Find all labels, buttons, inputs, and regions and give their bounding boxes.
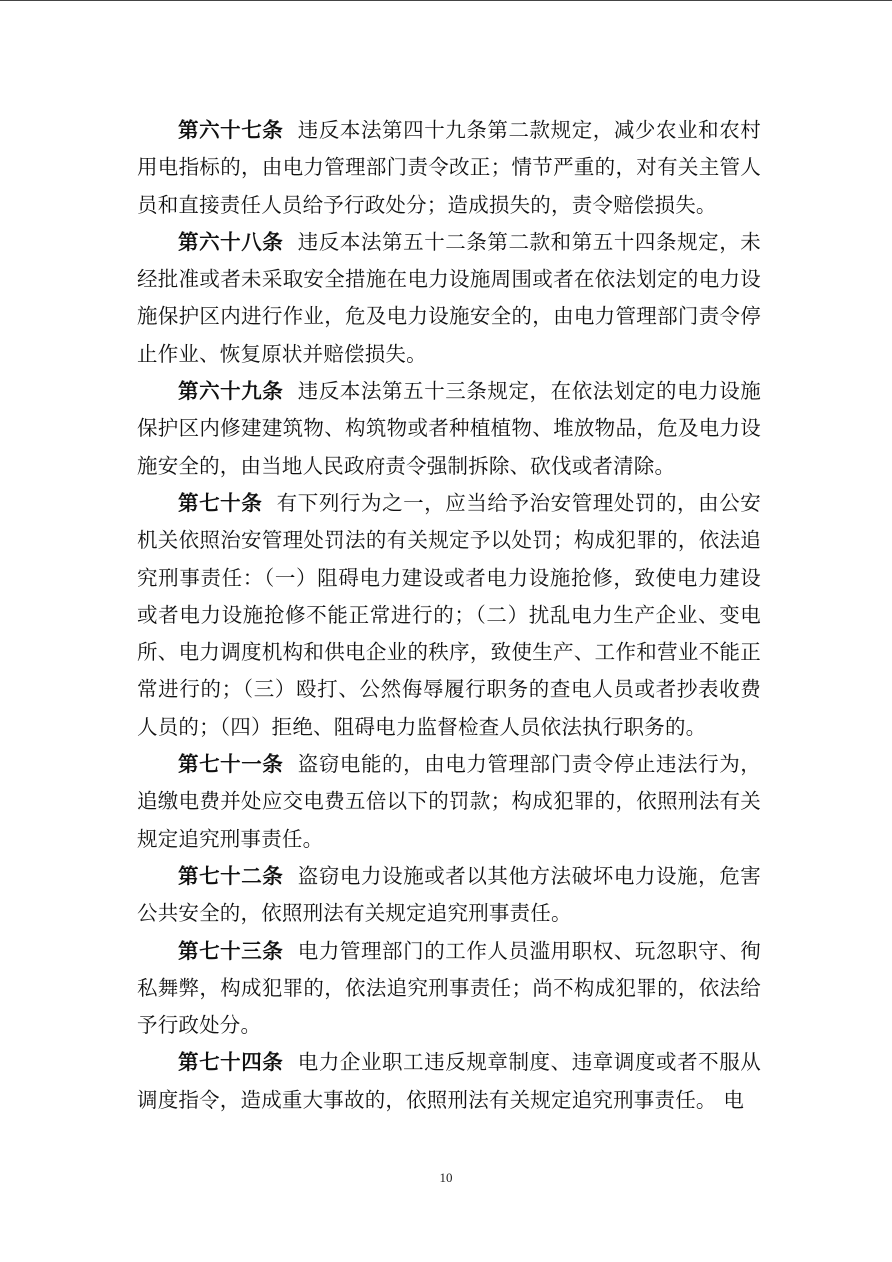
article-heading: 第七十二条	[178, 863, 284, 888]
article-heading: 第六十八条	[178, 229, 284, 254]
article-67	[137, 112, 761, 224]
article-text: 违反本法第四十九条第二款规定，减少农业和农村用电指标的，由电力管理部门责令改正；情节严重的，对有关主管人员和直接责任人员给予行政处分；造成损失的，责令赔偿损失。	[137, 118, 761, 217]
page-number: 10	[439, 1170, 453, 1185]
article-heading: 第六十九条	[178, 379, 284, 404]
article-heading: 第七十一条	[178, 752, 284, 777]
article-heading: 第七十三条	[178, 938, 284, 963]
article-text: 电力企业职工违反规章制度、违章调度或者不服从调度指令，造成重大事故的，依照刑法有关规定追究刑事责任。 电	[137, 1050, 761, 1112]
article-text: 违反本法第五十三条规定，在依法划定的电力设施保护区内修建建筑物、构筑物或者种植植物、堆放物品，危及电力设施安全的，由当地人民政府责令强制拆除、砍伐或者清除。	[137, 379, 761, 478]
article-text: 违反本法第五十二条第二款和第五十四条规定，未经批准或者未采取安全措施在电力设施周围或者在依法划定的电力设施保护区内进行作业，危及电力设施安全的，由电力管理部门责令停止作业、恢复原状并赔偿损失。	[137, 229, 761, 366]
document-body	[137, 112, 761, 1119]
article-74	[137, 1044, 761, 1119]
article-text: 盗窃电能的，由电力管理部门责令停止违法行为，追缴电费并处应交电费五倍以下的罚款；构成犯罪的，依照刑法有关规定追究刑事责任。	[137, 752, 761, 851]
article-heading: 第七十四条	[178, 1050, 284, 1075]
article-72	[137, 858, 761, 933]
article-text: 盗窃电力设施或者以其他方法破坏电力设施，危害公共安全的，依照刑法有关规定追究刑事责任。	[137, 863, 761, 926]
top-border-line	[0, 0, 892, 1]
article-68	[137, 224, 761, 373]
article-70	[137, 485, 761, 746]
article-heading: 第六十七条	[178, 118, 284, 142]
article-text: 有下列行为之一，应当给予治安管理处罚的，由公安机关依照治安管理处罚法的有关规定予以处罚；构成犯罪的，依法追究刑事责任：（一）阻碍电力建设或者电力设施抢修，致使电力建设或者电力设施抢修不能正常进行的；（二）扰乱电力生产企业、变电所、电力调度机构和供电企业的秩序，致使生产、工作和营业不能正常进行的；（三）殴打、公然侮辱履行职务的查电人员或者抄表收费人员的；（四）拒绝、阻碍电力监督检查人员依法执行职务的。	[137, 490, 761, 739]
article-text: 电力管理部门的工作人员滥用职权、玩忽职守、徇私舞弊，构成犯罪的，依法追究刑事责任；尚不构成犯罪的，依法给予行政处分。	[137, 938, 761, 1038]
article-heading: 第七十条	[178, 490, 263, 515]
article-69	[137, 373, 761, 485]
article-73	[137, 933, 761, 1045]
article-71	[137, 746, 761, 858]
